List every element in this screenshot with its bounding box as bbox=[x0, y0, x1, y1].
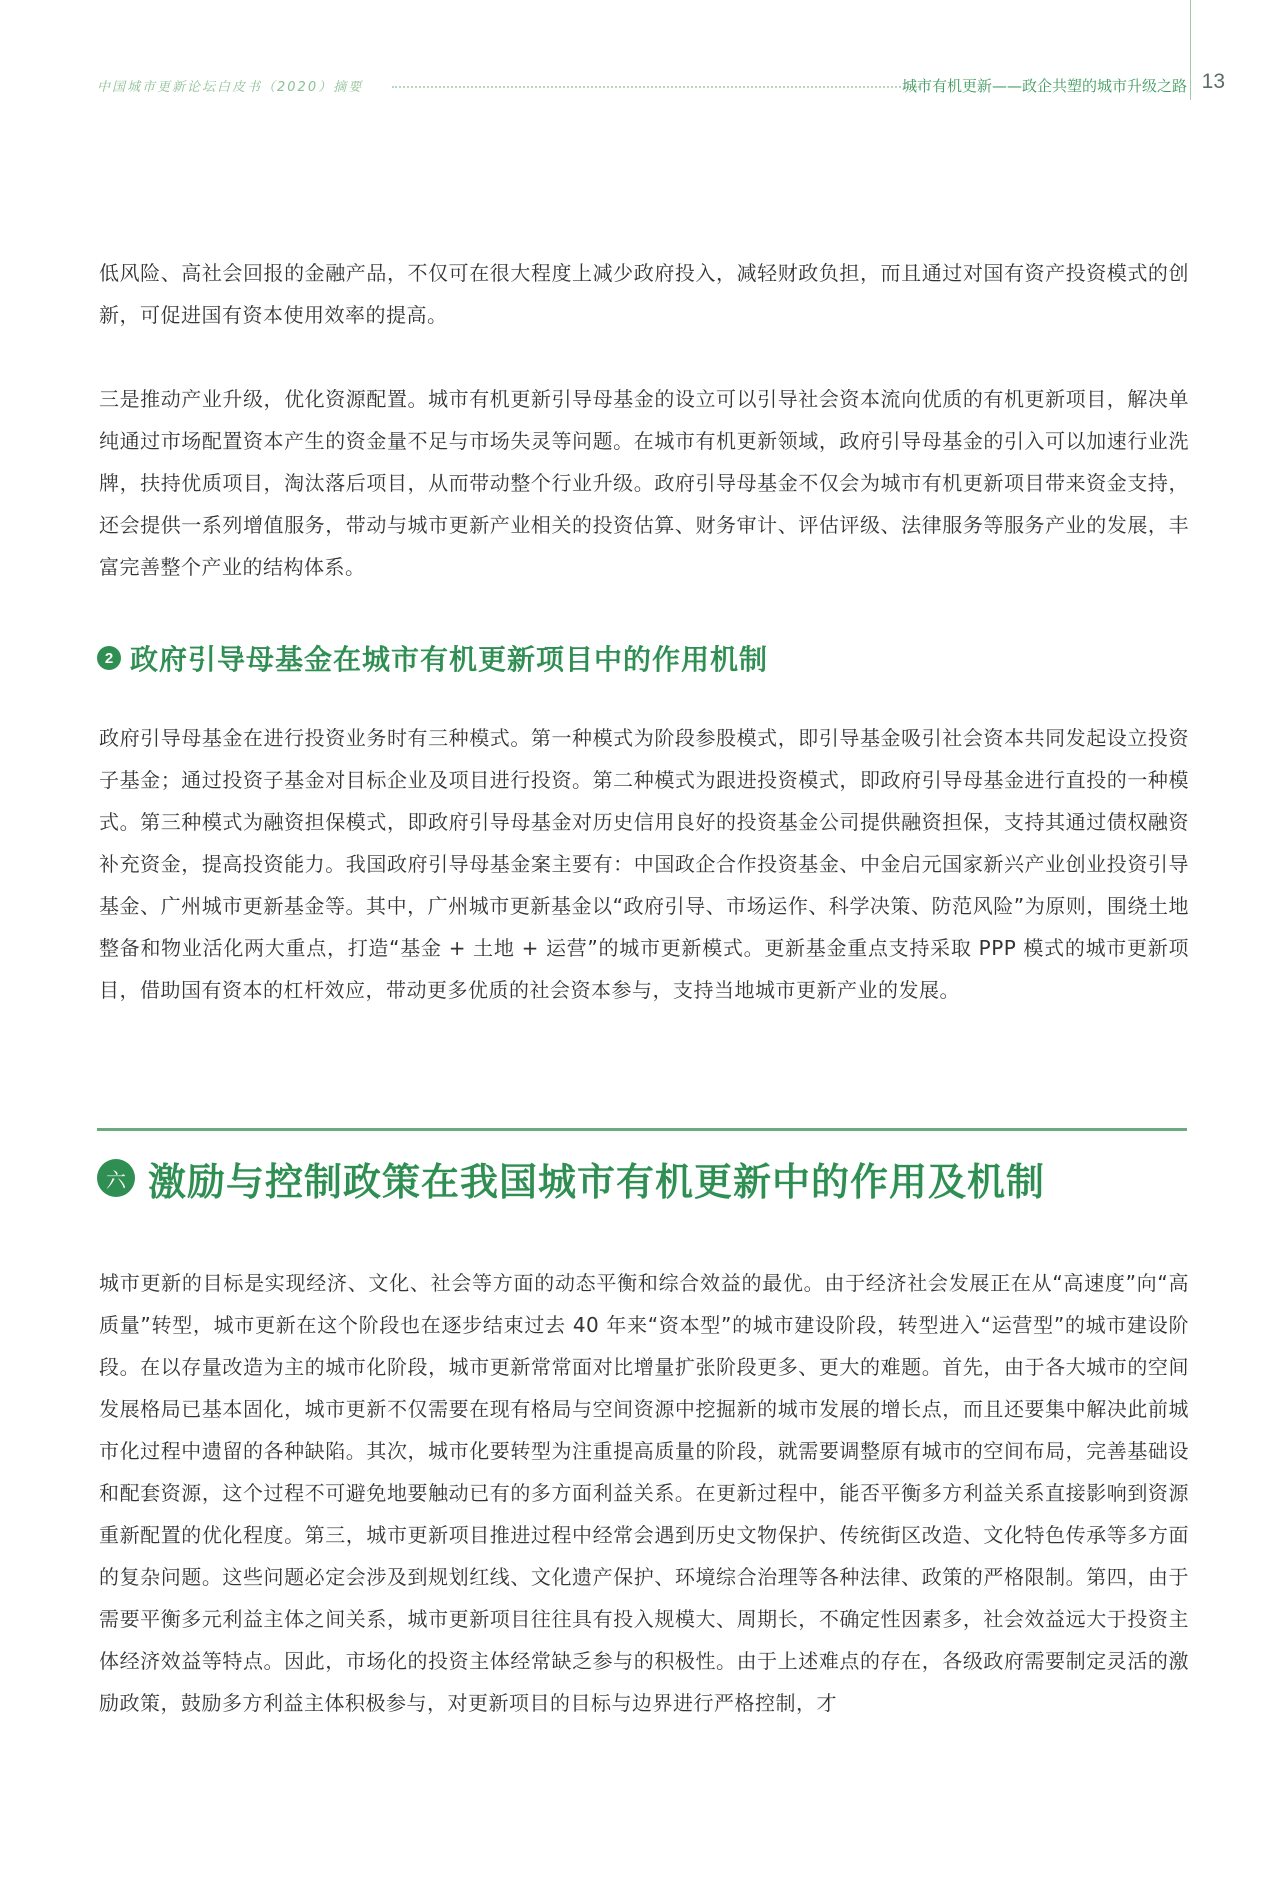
page-number: 13 bbox=[1201, 70, 1225, 93]
body-paragraph: 政府引导母基金在进行投资业务时有三种模式。第一种模式为阶段参股模式，即引导基金吸引社会资本共同发起设立投资子基金；通过投资子基金对目标企业及项目进行投资。第二种模式为跟进投资模式，即政府引导母基金进行直投的一种模式。第三种模式为融资担保模式，即政府引导母基金对历史信用良好的投资基金公司提供融资担保，支持其通过债权融资补充资金，提高投资能力。我国政府引导母基金案主要有：中国政企合作投资基金、中金启元国家新兴产业创业投资引导基金、广州城市更新基金等。其中，广州城市更新基金以“政府引导、市场运作、科学决策、防范风险”为原则，围绕土地整备和物业活化两大重点，打造“基金 + 土地 + 运营”的城市更新模式。更新基金重点支持采取 PPP 模式的城市更新项目，借助国有资本的杠杆效应，带动更多优质的社会资本参与，支持当地城市更新产业的发展。 bbox=[99, 726, 1189, 1002]
section-divider bbox=[97, 1128, 1187, 1131]
section-title: 激励与控制政策在我国城市有机更新中的作用及机制 bbox=[148, 1159, 1046, 1204]
body-paragraph: 城市更新的目标是实现经济、文化、社会等方面的动态平衡和综合效益的最优。由于经济社会发展正在从“高速度”向“高质量”转型，城市更新在这个阶段也在逐步结束过去 40 年来“资本型”的城市建设阶段，转型进入“运营型”的城市建设阶段。在以存量改造为主的城市化阶段，城市更新常常面对比增量扩张阶段更多、更大的难题。首先，由于各大城市的空间发展格局已基本固化，城市更新不仅需要在现有格局与空间资源中挖掘新的城市发展的增长点，而且还要集中解决此前城市化过程中遗留的各种缺陷。其次，城市化要转型为注重提高质量的阶段，就需要调整原有城市的空间布局，完善基础设和配套资源，这个过程不可避免地要触动已有的多方面利益关系。在更新过程中，能否平衡多方利益关系直接影响到资源重新配置的优化程度。第三，城市更新项目推进过程中经常会遇到历史文物保护、传统街区改造、文化特色传承等多方面的复杂问题。这些问题必定会涉及到规划红线、文化遗产保护、环境综合治理等各种法律、政策的严格限制。第四，由于需要平衡多元利益主体之间关系，城市更新项目往往具有投入规模大、周期长，不确定性因素多，社会效益远大于投资主体经济效益等特点。因此，市场化的投资主体经常缺乏参与的积极性。由于上述难点的存在，各级政府需要制定灵活的激励政策，鼓励多方利益主体积极参与，对更新项目的目标与边界进行严格控制，才 bbox=[99, 1271, 1189, 1715]
header-dotted-divider bbox=[392, 86, 920, 88]
subsection-heading bbox=[97, 633, 768, 683]
section-heading bbox=[97, 1148, 1045, 1208]
header-chapter-title: 城市有机更新——政企共塑的城市升级之路 bbox=[901, 77, 1187, 95]
subsection-number-badge: 2 bbox=[97, 646, 121, 670]
body-paragraph: 低风险、高社会回报的金融产品，不仅可在很大程度上减少政府投入，减轻财政负担，而且通过对国有资产投资模式的创新，可促进国有资本使用效率的提高。 bbox=[99, 261, 1189, 327]
section-number-badge: 六 bbox=[97, 1159, 135, 1197]
page-header bbox=[97, 72, 1225, 100]
header-document-title: 中国城市更新论坛白皮书（2020）摘要 bbox=[97, 80, 364, 95]
subsection-title: 政府引导母基金在城市有机更新项目中的作用机制 bbox=[130, 643, 769, 676]
body-paragraph: 三是推动产业升级，优化资源配置。城市有机更新引导母基金的设立可以引导社会资本流向优质的有机更新项目，解决单纯通过市场配置资本产生的资金量不足与市场失灵等问题。在城市有机更新领域，政府引导母基金的引入可以加速行业洗牌，扶持优质项目，淘汰落后项目，从而带动整个行业升级。政府引导母基金不仅会为城市有机更新项目带来资金支持，还会提供一系列增值服务，带动与城市更新产业相关的投资估算、财务审计、评估评级、法律服务等服务产业的发展，丰富完善整个产业的结构体系。 bbox=[99, 387, 1189, 579]
header-vertical-rule bbox=[1190, 0, 1191, 100]
